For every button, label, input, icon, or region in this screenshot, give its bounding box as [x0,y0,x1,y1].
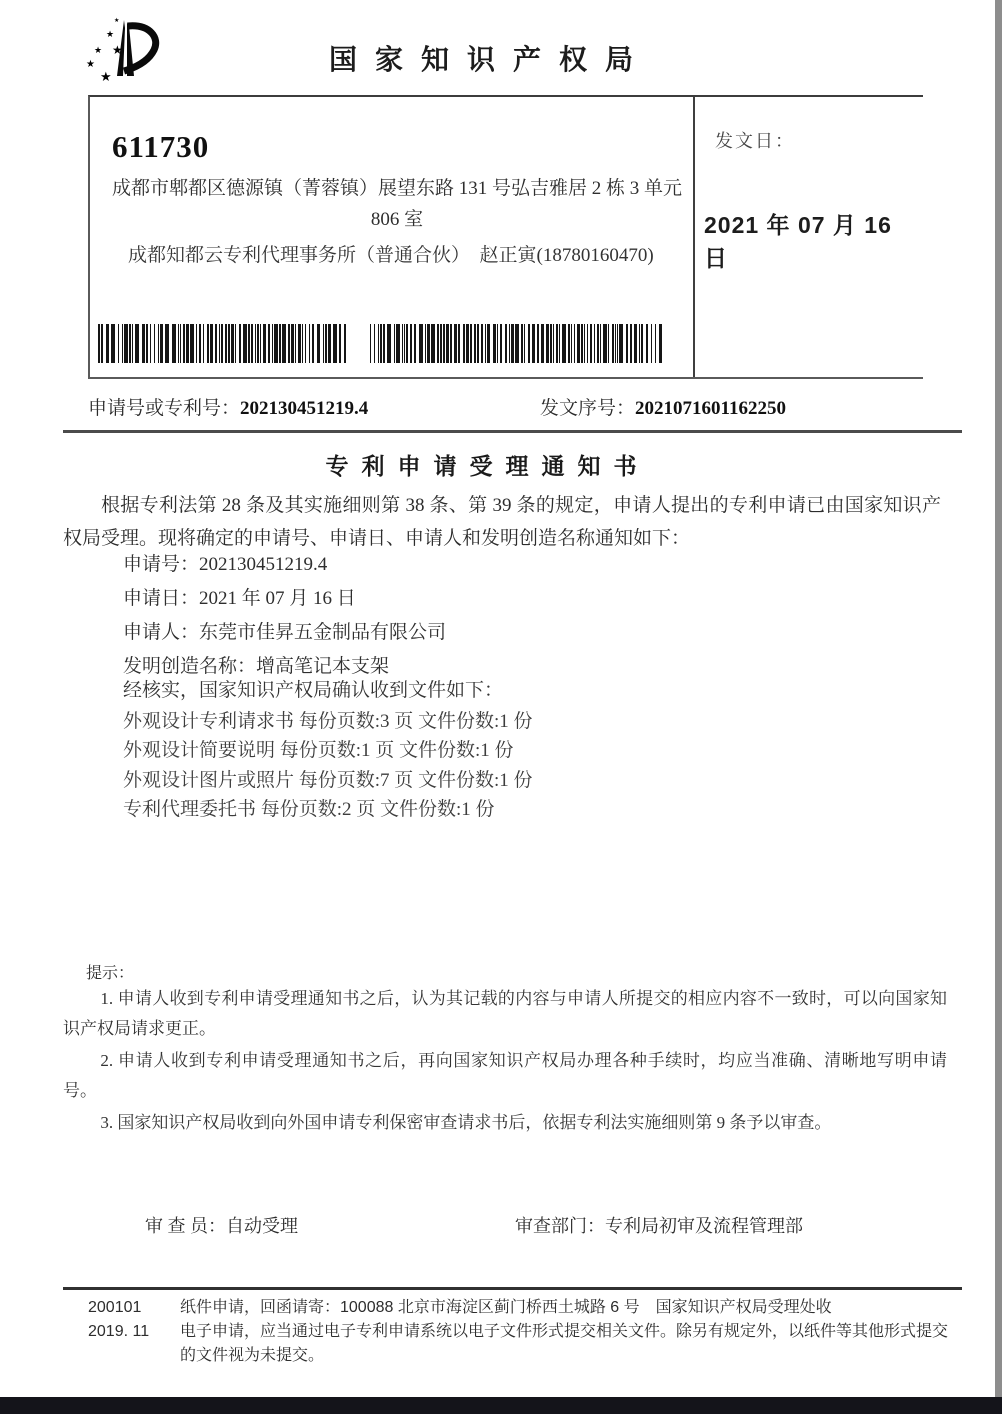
received-doc-line: 外观设计简要说明 每份页数:1 页 文件份数:1 份 [123,740,514,761]
received-doc-line: 外观设计专利请求书 每份页数:3 页 文件份数:1 份 [123,710,533,732]
field-applicant: 申请人：东莞市佳昇五金制品有限公司 [123,622,447,643]
serial-number-value: 2021071601162250 [635,398,786,419]
document-title: 专利申请受理通知书 [325,454,650,479]
barcode-2 [370,324,662,363]
application-fields [123,548,446,684]
tip-item: 1. 申请人收到专利申请受理通知书之后，认为其记载的内容与申请人所提交的相应内容不一致时，可以向国家知识产权局请求更正。 [63,989,947,1038]
address-line-2: 806 室 [370,209,424,230]
footer-code-2: 2019. 11 [88,1323,150,1340]
logo-star-icon: ★ [86,59,95,70]
intro-paragraph: 根据专利法第 28 条及其实施细则第 38 条、第 39 条的规定，申请人提出的专利申请已由国家知识产权局受理。现将确定的申请号、申请日、申请人和发明创造名称通知如下： [63,495,941,549]
notice-header-box [88,95,923,379]
received-intro: 经核实，国家知识产权局确认收到文件如下： [123,680,504,701]
page-edge-right [995,0,1002,1397]
field-application-date: 申请日：2021 年 07 月 16 日 [123,588,356,609]
horizontal-rule [63,430,962,433]
examiner [145,1212,298,1238]
field-invention-name: 发明创造名称：增高笔记本支架 [123,656,390,677]
agent-line: 成都知都云专利代理事务所（普通合伙） 赵正寅(18780160470) [128,245,654,266]
postal-code: 611730 [112,129,210,164]
page-edge-bottom [0,1397,1002,1414]
footer-code-1: 200101 [88,1299,142,1316]
application-number [88,393,368,420]
address-line-1: 成都市郫都区德源镇（菁蓉镇）展望东路 131 号弘吉雅居 2 栋 3 单元 [111,178,682,199]
serial-number [540,393,786,420]
issue-date-label: 发文日： [715,131,795,151]
issue-date: 2021 年 07 月 16 日 [704,212,892,271]
logo-star-icon: ★ [114,18,120,24]
box-divider [693,97,695,377]
logo-star-icon: ★ [106,29,115,39]
barcode-1 [98,324,346,363]
department-value: 专利局初审及流程管理部 [605,1216,803,1236]
department [515,1212,803,1238]
received-doc-line: 专利代理委托书 每份页数:2 页 文件份数:1 份 [123,799,495,820]
application-number-label: 申请号或专利号： [88,398,241,419]
logo-star-icon: ★ [112,43,123,57]
tip-item: 2. 申请人收到专利申请受理通知书之后，再向国家知识产权局办理各种手续时，均应当准确、清晰地写明申请号。 [63,1051,947,1100]
tips-label: 提示： [86,965,135,982]
footer-electronic-line: 电子申请，应当通过电子专利申请系统以电子文件形式提交相关文件。除另有规定外，以纸件等其他形式提交的文件视为未提交。 [180,1323,949,1364]
logo-star-icon: ★ [100,69,112,84]
application-number-value: 202130451219.4 [240,398,369,419]
received-documents [123,676,533,825]
recipient-address [102,173,692,271]
logo-star-icon: ★ [94,45,103,55]
tip-item: 3. 国家知识产权局收到向外国申请专利保密审查请求书后，依据专利法实施细则第 9 条予以审查。 [100,1113,832,1132]
field-application-no: 申请号：202130451219.4 [123,554,328,575]
agency-title: 国家知识产权局 [328,45,651,76]
footer-rule [63,1287,962,1290]
footer-paper-line: 纸件申请，回函请寄：100088 北京市海淀区蓟门桥西土城路 6 号 国家知识产权局受理处收 [180,1299,832,1316]
examiner-value: 自动受理 [226,1216,298,1236]
department-label: 审查部门： [515,1216,605,1236]
received-doc-line: 外观设计图片或照片 每份页数:7 页 文件份数:1 份 [123,769,533,791]
footer-block [88,1296,950,1368]
tips-list [63,984,947,1140]
examiner-label: 审 查 员： [145,1216,226,1236]
serial-number-label: 发文序号： [540,398,636,419]
